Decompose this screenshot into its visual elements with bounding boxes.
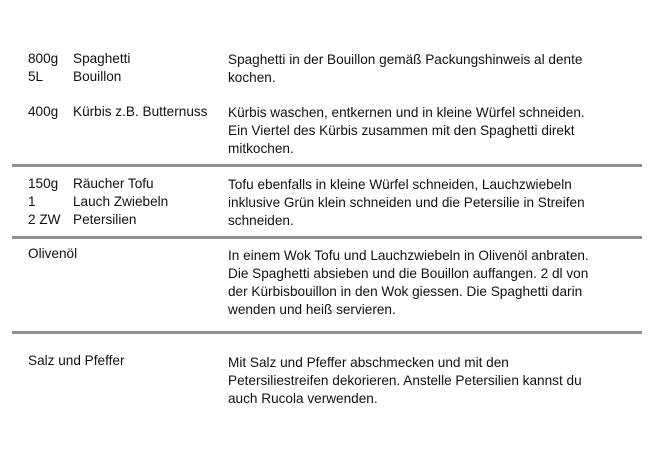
instruction-line: wenden und heiß servieren.	[228, 302, 396, 317]
section-divider	[12, 331, 642, 334]
instruction-line: Tofu ebenfalls in kleine Würfel schneiden, Lauchzwiebeln	[228, 177, 572, 192]
ingredient-name: Bouillon	[73, 69, 122, 84]
ingredient-quantity: 1	[28, 194, 36, 209]
ingredient-row	[28, 193, 168, 211]
instruction-line: Mit Salz und Pfeffer abschmecken und mit den	[228, 355, 509, 370]
ingredient-row	[28, 245, 77, 263]
instruction-line: mitkochen.	[228, 141, 294, 156]
instruction-line: Petersiliestreifen dekorieren. Anstelle Petersilien kannst du	[228, 373, 582, 388]
ingredient-name: Spaghetti	[73, 51, 131, 66]
ingredient-name: Salz und Pfeffer	[28, 353, 125, 368]
ingredient-row	[28, 68, 121, 86]
instruction-line: schneiden.	[228, 213, 294, 228]
ingredient-quantity: 2 ZW	[28, 212, 61, 227]
ingredient-row	[28, 50, 130, 68]
ingredient-name: Petersilien	[73, 212, 137, 227]
ingredient-name: Kürbis z.B. Butternuss	[73, 104, 208, 119]
instruction-line: inklusive Grün klein schneiden und die Petersilie in Streifen	[228, 195, 585, 210]
ingredient-row	[28, 103, 207, 121]
ingredient-quantity: 400g	[28, 104, 59, 119]
ingredient-name: Räucher Tofu	[73, 176, 154, 191]
instruction-line: der Kürbisbouillon in den Wok giessen. Die Spaghetti darin	[228, 284, 583, 299]
section-divider	[12, 164, 642, 167]
ingredient-quantity: 150g	[28, 176, 59, 191]
ingredient-row	[28, 175, 154, 193]
instruction-line: Kürbis waschen, entkernen und in kleine Würfel schneiden.	[228, 105, 585, 120]
instruction-line: Die Spaghetti absieben und die Bouillon auffangen. 2 dl von	[228, 266, 589, 281]
instruction-line: In einem Wok Tofu und Lauchzwiebeln in Olivenöl anbraten.	[228, 248, 589, 263]
ingredient-quantity: 800g	[28, 51, 59, 66]
ingredient-name: Lauch Zwiebeln	[73, 194, 169, 209]
ingredient-row	[28, 352, 124, 370]
ingredient-name: Olivenöl	[28, 246, 78, 261]
instruction-line: kochen.	[228, 70, 276, 85]
section-divider	[12, 236, 642, 239]
instruction-line: auch Rucola verwenden.	[228, 391, 378, 406]
instruction-line: Spaghetti in der Bouillon gemäß Packungshinweis al dente	[228, 52, 583, 67]
ingredient-row	[28, 211, 136, 229]
ingredient-quantity: 5L	[28, 69, 44, 84]
instruction-line: Ein Viertel des Kürbis zusammen mit den Spaghetti direkt	[228, 123, 575, 138]
